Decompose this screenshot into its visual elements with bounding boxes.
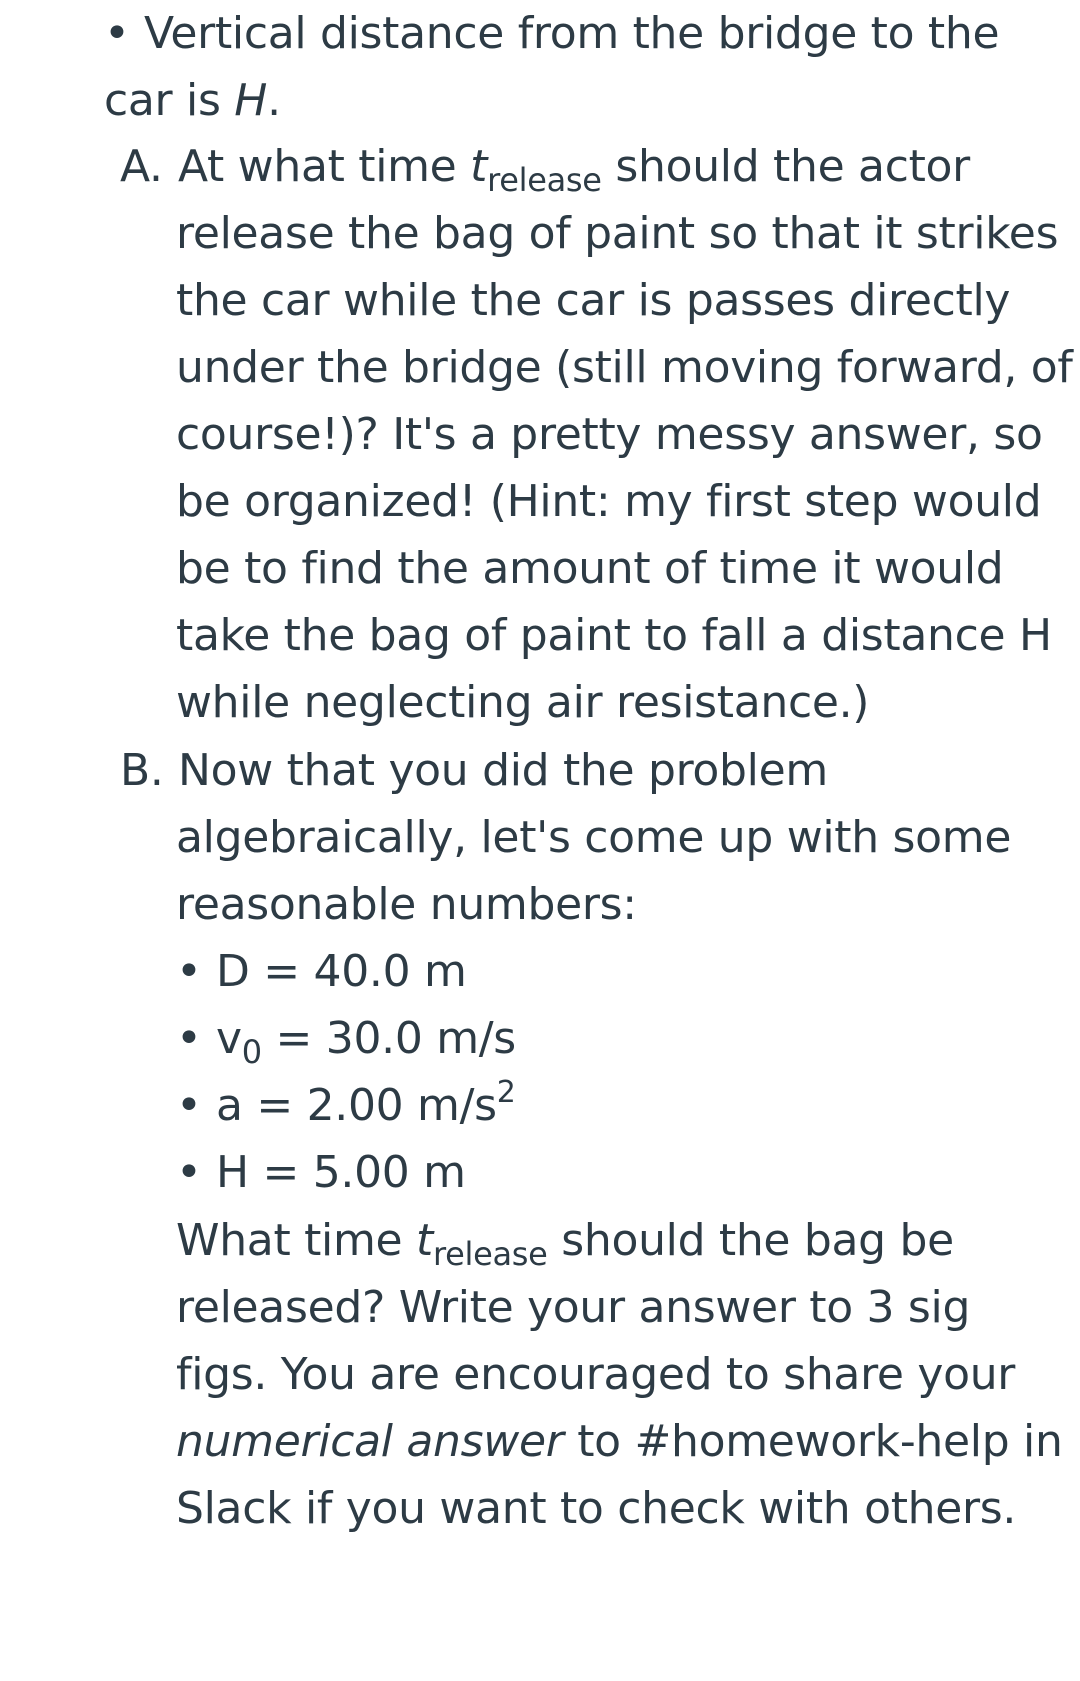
- part-a-line-1: [120, 137, 970, 197]
- intro-line-2: [104, 71, 281, 131]
- part-a-text-prefix: At what time: [178, 141, 471, 192]
- value-v0-text: = 30.0 m/s: [261, 1013, 516, 1064]
- bullet-icon: •: [104, 8, 130, 59]
- part-a-line: take the bag of paint to fall a distance H: [176, 610, 1052, 661]
- value-d-text: D = 40.0 m: [216, 946, 467, 997]
- part-a-line: under the bridge (still moving forward, of: [176, 342, 1073, 393]
- part-a-line: while neglecting air resistance.): [176, 677, 870, 728]
- value-h: [176, 1143, 466, 1203]
- question-line-emph: [176, 1412, 1063, 1472]
- part-a-line: course!)? It's a pretty messy answer, so: [176, 409, 1043, 460]
- bullet-icon: •: [176, 1080, 202, 1131]
- question-line-1: [176, 1211, 954, 1271]
- part-b-line: reasonable numbers:: [176, 879, 637, 930]
- a-superscript: 2: [496, 1075, 516, 1110]
- part-b-text: Now that you did the problem: [178, 745, 828, 796]
- part-b-marker: B.: [120, 745, 164, 796]
- value-h-text: H = 5.00 m: [216, 1147, 466, 1198]
- var-h: H: [234, 75, 268, 126]
- bullet-icon: •: [176, 946, 202, 997]
- value-a: [176, 1076, 516, 1136]
- part-a-line: release the bag of paint so that it strikes: [176, 208, 1059, 259]
- part-a-text-suffix: should the actor: [601, 141, 970, 192]
- question-line-last: Slack if you want to check with others.: [176, 1483, 1017, 1534]
- var-v: v: [216, 1013, 242, 1064]
- value-v0: [176, 1009, 516, 1069]
- intro-line-1: [104, 4, 999, 64]
- question-emph-suffix: to #homework-help in: [563, 1416, 1063, 1467]
- var-t-release: $t_{release}$: [416, 1215, 548, 1273]
- part-a-line: be to find the amount of time it would: [176, 543, 1004, 594]
- question-line: released? Write your answer to 3 sig: [176, 1282, 971, 1333]
- v0-subscript: 0: [241, 1033, 262, 1071]
- value-a-text: a = 2.00 m/s: [216, 1080, 497, 1131]
- intro-text-2: car is: [104, 75, 235, 126]
- intro-text-1: Vertical distance from the bridge to the: [144, 8, 1000, 59]
- part-a-marker: A.: [120, 141, 163, 192]
- part-a-line: the car while the car is passes directly: [176, 275, 1011, 326]
- numerical-answer-emphasis: numerical answer: [176, 1416, 564, 1467]
- question-suffix: should the bag be: [547, 1215, 954, 1266]
- bullet-icon: •: [176, 1013, 202, 1064]
- question-line: figs. You are encouraged to share your: [176, 1349, 1016, 1400]
- part-b-line-1: [120, 741, 828, 801]
- bullet-icon: •: [176, 1147, 202, 1198]
- t-release-subscript: release: [487, 161, 602, 199]
- value-d: [176, 942, 467, 1002]
- part-b-line: algebraically, let's come up with some: [176, 812, 1012, 863]
- t-release-subscript: release: [432, 1235, 548, 1273]
- intro-period: .: [267, 75, 281, 126]
- part-a-line: be organized! (Hint: my first step would: [176, 476, 1042, 527]
- question-prefix: What time: [176, 1215, 416, 1266]
- var-t-release: $t_{release}$: [470, 141, 602, 199]
